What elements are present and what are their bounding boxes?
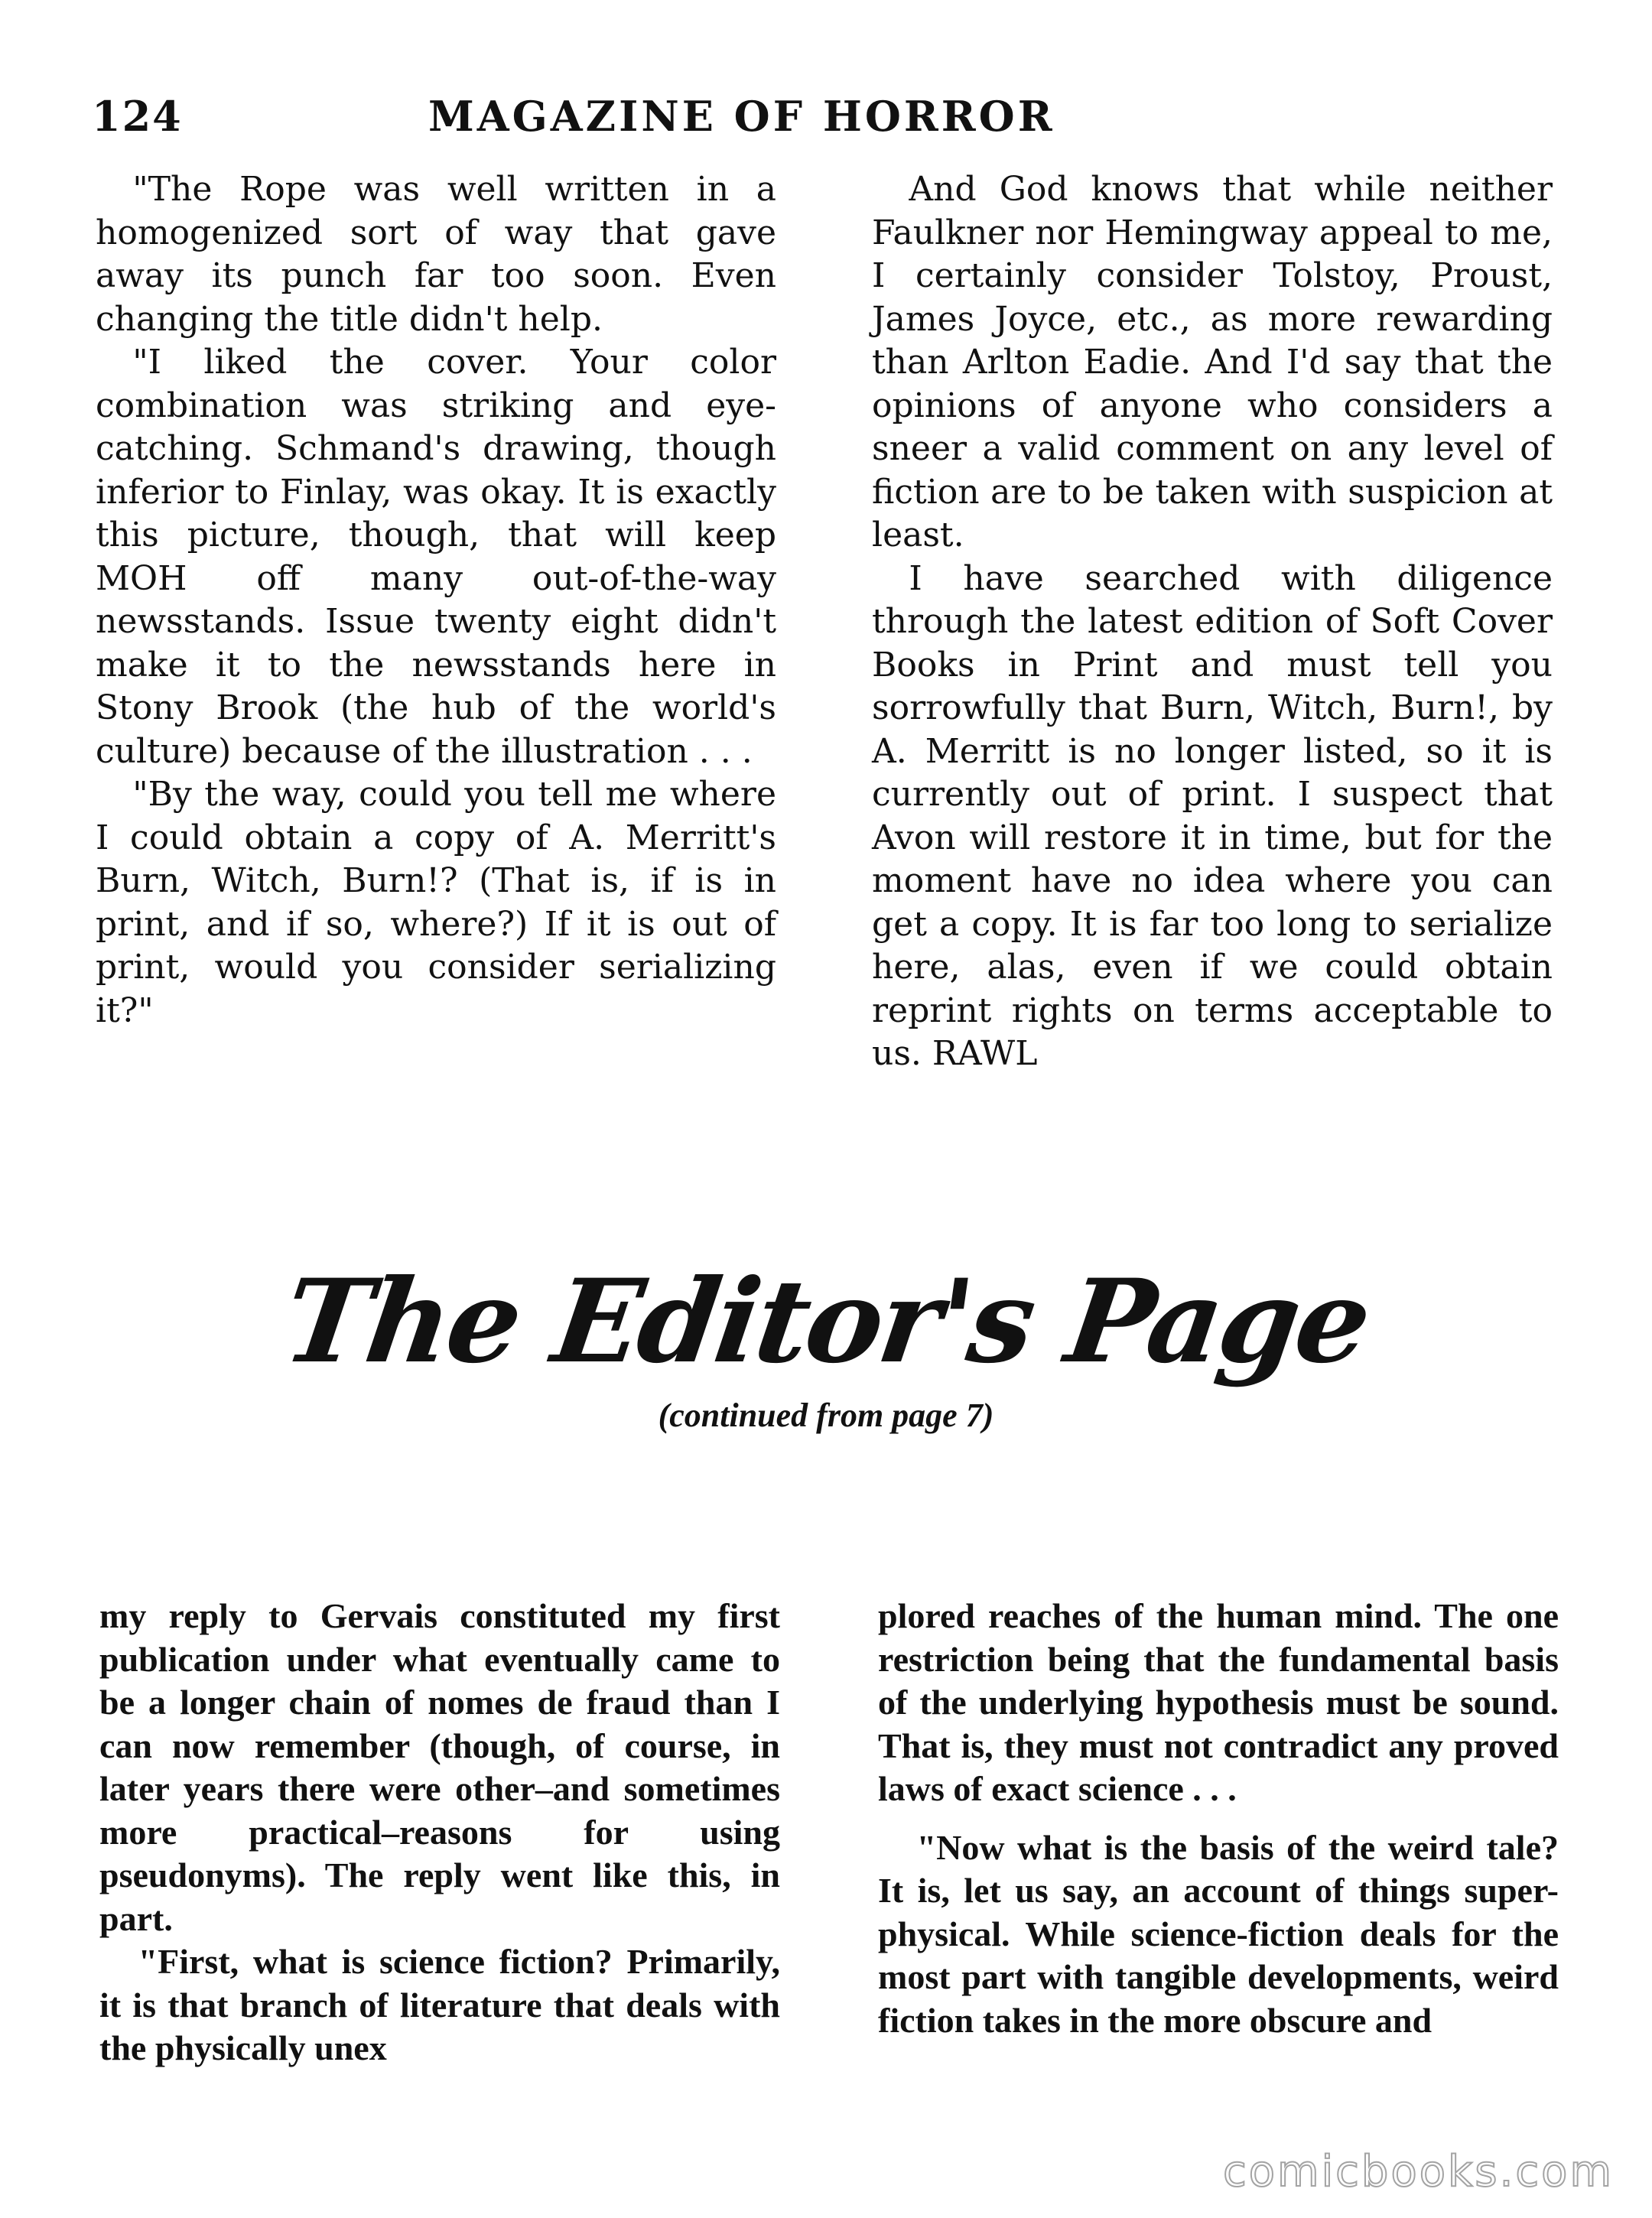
page-header: [92, 92, 1560, 153]
editor-page-column-left: [99, 1595, 780, 2070]
letters-column-left: [96, 168, 776, 1033]
editor-page-paragraph: plored reaches of the human mind. The one restriction being that the fundamental basis of the underlying hypothesis must be sound. That is, they must not contradict any proved laws of exact science . . .: [878, 1596, 1559, 1808]
editor-page-paragraph: "First, what is science fiction? Primarily, it is that branch of literature that deals with the physically unex: [99, 1942, 780, 2067]
page-number: 124: [92, 92, 183, 141]
editor-page-paragraph: my reply to Gervais constituted my first publication under what eventually came to be a longer chain of nomes de fraud than I can now remember (though, of course, in later years there were other–and sometimes more practical–reasons for using pseudonyms). The reply went like this, in part.: [99, 1596, 780, 1938]
letters-column-right: [872, 168, 1553, 1076]
editor-page-column-right: [878, 1595, 1559, 2042]
running-head: MAGAZINE OF HORROR: [428, 92, 1055, 141]
section-title: The Editor's Page: [275, 1254, 1377, 1389]
letter-paragraph: "The Rope was well written in a homogenized sort of way that gave away its punch far too soon. Even changing the title didn't help.: [96, 170, 776, 339]
editor-reply-paragraph: And God knows that while neither Faulkner nor Hemingway appeal to me, I certainly consider Tolstoy, Proust, James Joyce, etc., as more rewarding than Arlton Eadie. And I'd say that the opinions of anyone who considers a sneer a valid comment on any level of fiction are to be taken with suspicion at least.: [872, 170, 1553, 554]
editor-page-paragraph: "Now what is the basis of the weird tale? It is, let us say, an account of things super-physical. While science-fiction deals for the most part with tangible developments, weird fiction takes in the more obscure and: [878, 1827, 1559, 2040]
letter-paragraph: "By the way, could you tell me where I could obtain a copy of A. Merritt's Burn, Witch, Burn!? (That is, if is in print, and if so, where?) If it is out of print, would you consider serializing it?": [96, 775, 776, 1030]
watermark-logo: comicbooks.com: [1222, 2147, 1614, 2197]
continued-note: (continued from page 7): [658, 1397, 994, 1434]
editor-reply-paragraph: I have searched with diligence through the latest edition of Soft Cover Books in Print and must tell you sorrowfully that Burn, Witch, Burn!, by A. Merritt is no longer listed, so it is currently out of print. I suspect that Avon will restore it in time, but for the moment have no idea where you can get a copy. It is far too long to serialize here, alas, even if we could obtain reprint rights on terms acceptable to us. RAWL: [872, 558, 1553, 1073]
letter-paragraph: "I liked the cover. Your color combination was striking and eye-catching. Schmand's drawing, though inferior to Finlay, was okay. It is exactly this picture, though, that will keep MOH off many out-of-the-way newsstands. Issue twenty eight didn't make it to the newsstands here in Stony Brook (the hub of the world's culture) because of the illustration . . .: [96, 343, 776, 771]
